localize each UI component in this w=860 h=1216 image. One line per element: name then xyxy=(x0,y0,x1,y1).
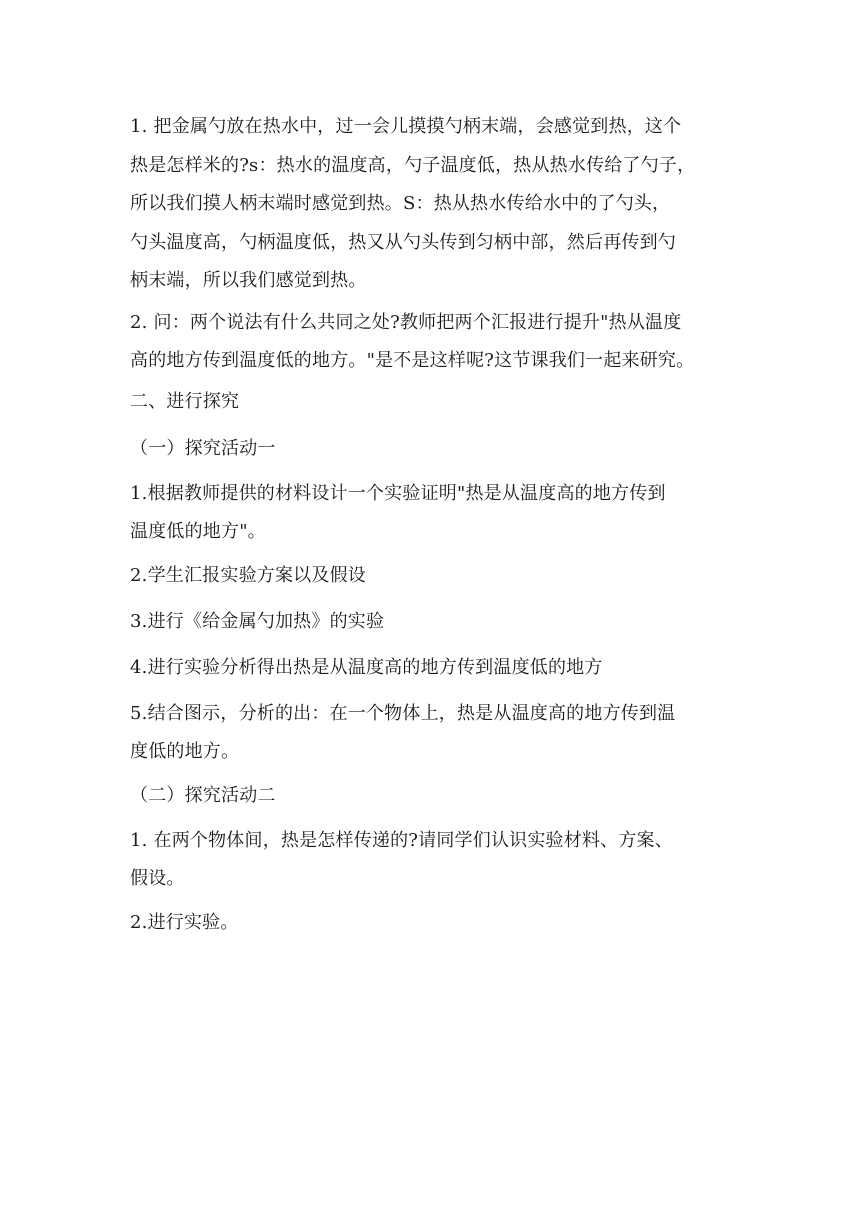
text-line: 温度低的地方"。 xyxy=(130,520,266,542)
text-line: 高的地方传到温度低的地方。"是不是这样呢?这节课我们一起来研究。 xyxy=(130,349,695,371)
activity-one-item-4: 4.进行实验分析得出热是从温度高的地方传到温度低的地方 xyxy=(130,656,603,678)
text-line: 柄末端，所以我们感觉到热。 xyxy=(130,270,367,291)
paragraph-spoon-heat xyxy=(130,108,740,301)
text-line: 热是怎样米的?s：热水的温度高，勺子温度低，热从热水传给了勺子， xyxy=(130,154,696,176)
paragraph-common-point xyxy=(130,304,740,380)
activity-one-item-2: 2.学生汇报实验方案以及假设 xyxy=(130,564,366,586)
text-line: 度低的地方。 xyxy=(130,740,240,762)
text-line: 2. 问：两个说法有什么共同之处?教师把两个汇报进行提升"热从温度 xyxy=(130,311,682,333)
section-heading: 二、进行探究 xyxy=(130,390,240,412)
activity-two-item-2: 2.进行实验。 xyxy=(130,911,239,933)
text-line: 1. 把金属勺放在热水中，过一会儿摸摸勺柄末端，会感觉到热，这个 xyxy=(130,116,682,137)
text-line: 假设。 xyxy=(130,867,185,889)
text-line: 所以我们摸人柄末端时感觉到热。S：热从热水传给水中的了勺头， xyxy=(130,193,671,214)
text-line: 5.结合图示，分析的出：在一个物体上，热是从温度高的地方传到温 xyxy=(130,702,676,724)
text-line: 勺头温度高，勺柄温度低，热又从勺头传到匀柄中部，然后再传到勺 xyxy=(130,231,676,253)
text-line: 1.根据教师提供的材料设计一个实验证明"热是从温度高的地方传到 xyxy=(130,482,666,504)
activity-one-item-5 xyxy=(130,695,740,771)
activity-one-item-1 xyxy=(130,475,740,551)
activity-one-title: （一）探究活动一 xyxy=(130,437,276,459)
document-body xyxy=(130,108,740,950)
activity-two-title: （二）探究活动二 xyxy=(130,784,276,806)
activity-two-item-1 xyxy=(130,822,740,898)
activity-one-item-3: 3.进行《给金属勺加热》的实验 xyxy=(130,610,385,632)
text-line: 1. 在两个物体间，热是怎样传递的?请同学们认识实验材料、方案、 xyxy=(130,829,673,851)
